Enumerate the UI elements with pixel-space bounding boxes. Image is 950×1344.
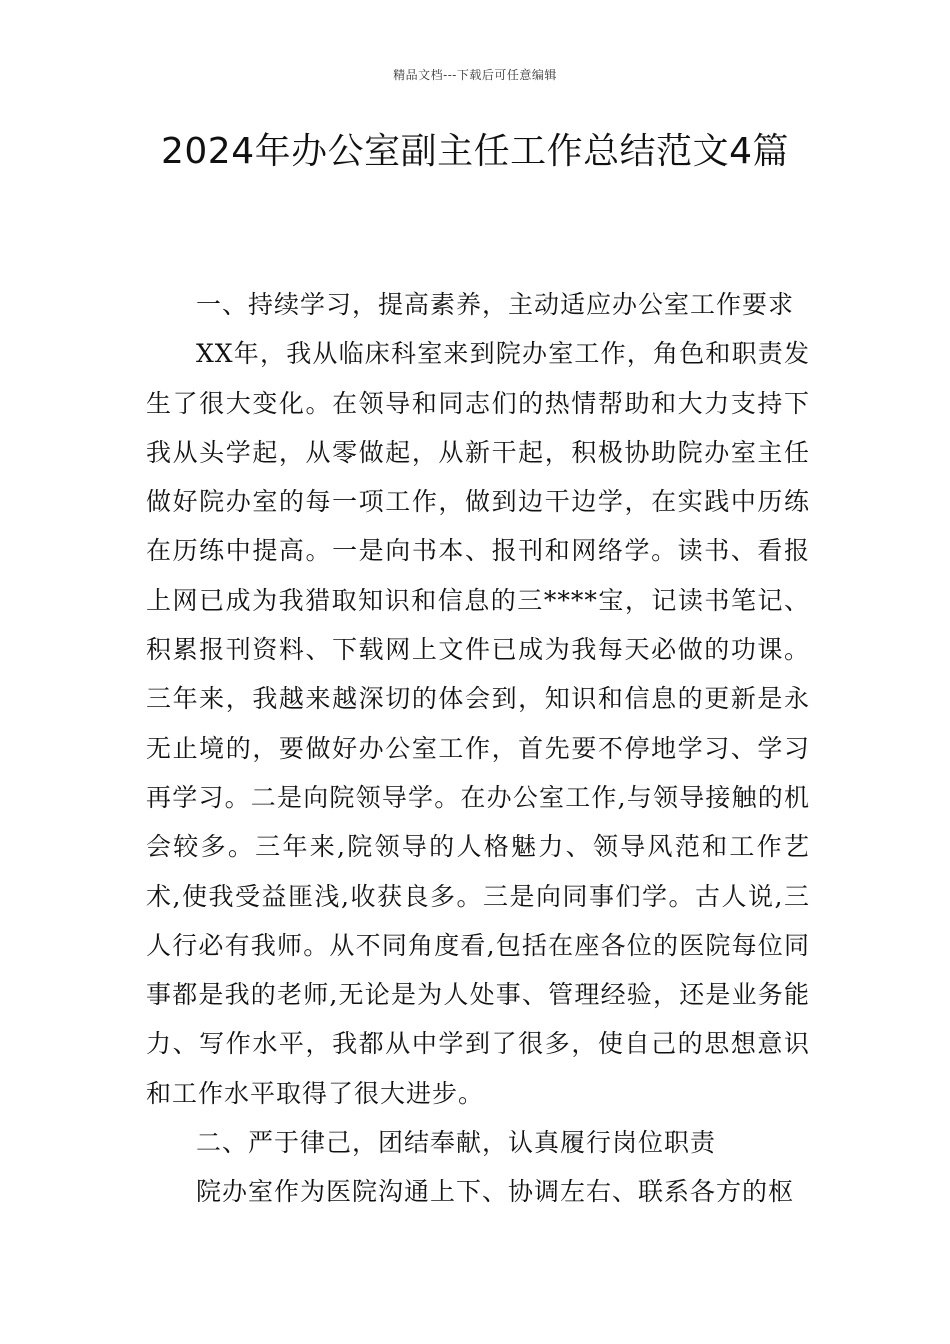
header-note: 精品文档---下载后可任意编辑 <box>393 68 557 82</box>
document-body <box>146 280 810 1217</box>
document-title: 2024年办公室副主任工作总结范文4篇 <box>160 131 790 172</box>
section-heading-2: 二、严于律己，团结奉献，认真履行岗位职责 <box>196 1128 717 1158</box>
body-paragraph-1: XX年，我从临床科室来到院办室工作，角色和职责发生了很大变化。在领导和同志们的热情帮助和大力支持下我从头学起，从零做起，从新干起，积极协助院办室主任做好院办室的每一项工作，做到边干边学，在实践中历练在历练中提高。一是向书本、报刊和网络学。读书、看报上网已成为我猎取知识和信息的三****宝，记读书笔记、积累报刊资料、下载网上文件已成为我每天必做的功课。三年来，我越来越深切的体会到，知识和信息的更新是永无止境的，要做好办公室工作，首先要不停地学习、学习再学习。二是向院领导学。在办公室工作,与领导接触的机会较多。三年来,院领导的人格魅力、领导风范和工作艺术,使我受益匪浅,收获良多。三是向同事们学。古人说,三人行必有我师。从不同角度看,包括在座各位的医院每位同事都是我的老师,无论是为人处事、管理经验，还是业务能力、写作水平，我都从中学到了很多，使自己的思想意识和工作水平取得了很大进步。 <box>146 339 810 1108</box>
section-heading-1: 一、持续学习，提高素养，主动适应办公室工作要求 <box>196 290 795 319</box>
body-paragraph-2: 院办室作为医院沟通上下、协调左右、联系各方的枢 <box>196 1177 795 1207</box>
